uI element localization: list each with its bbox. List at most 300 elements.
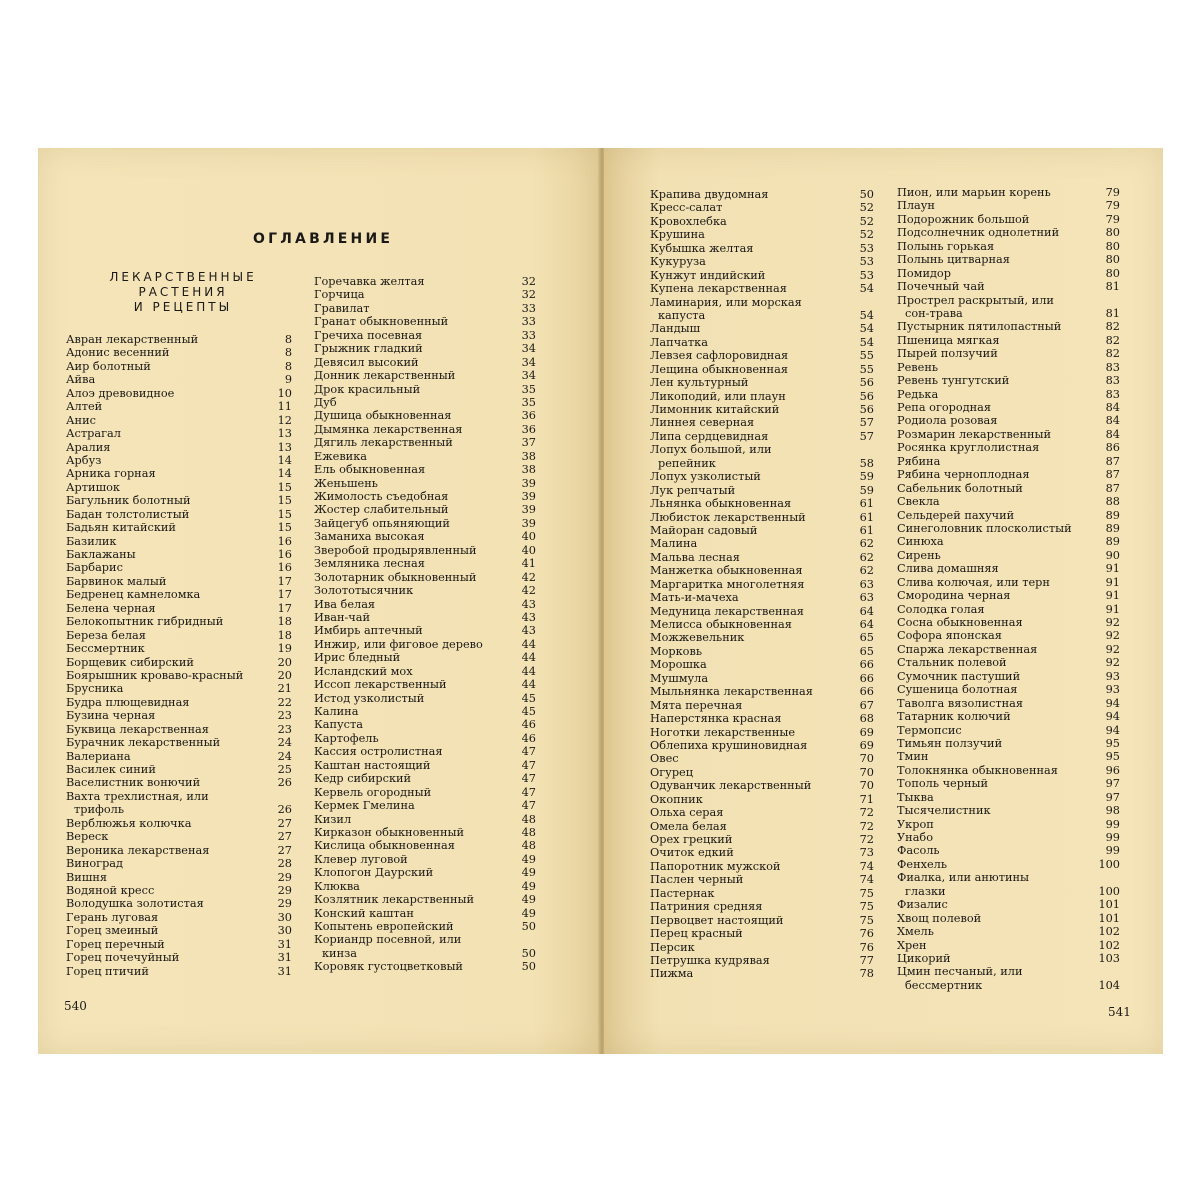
toc-entry-page: 39 [521, 503, 536, 517]
toc-entry-page: 71 [859, 792, 874, 806]
toc-entry [650, 631, 874, 644]
toc-entry-page: 15 [277, 521, 292, 535]
toc-entry [314, 450, 536, 463]
toc-entry-page: 20 [277, 655, 292, 669]
toc-entry-page: 34 [521, 342, 536, 356]
section-heading [68, 270, 298, 315]
toc-entry [650, 645, 874, 658]
toc-entry [650, 484, 874, 497]
toc-entry-name: Заманиха высокая [314, 530, 425, 544]
toc-entry-name: Зверобой продырявленный [314, 543, 477, 557]
toc-entry [314, 571, 536, 584]
section-line: РАСТЕНИЯ [138, 285, 228, 299]
toc-entry [66, 629, 292, 642]
toc-entry-page: 43 [521, 597, 536, 611]
toc-entry-page: 63 [859, 577, 874, 591]
toc-entry-name: Дрок красильный [314, 382, 421, 396]
toc-entry-page: 99 [1105, 844, 1120, 858]
toc-entry [314, 517, 536, 530]
toc-entry-page: 63 [859, 591, 874, 605]
toc-entry-page: 61 [859, 523, 874, 537]
toc-entry [650, 390, 874, 403]
toc-entry [650, 430, 874, 443]
toc-entry-name: Наперстянка красная [650, 712, 782, 726]
toc-entry-name: Вахта трехлистная, или [66, 789, 209, 803]
toc-entry-name: Каштан настоящий [314, 758, 431, 772]
toc-entry-name: Левзея сафлоровидная [650, 349, 789, 363]
toc-entry-name: Дуб [314, 395, 337, 409]
toc-entry-name: Льнянка обыкновенная [650, 497, 792, 511]
toc-entry [314, 933, 536, 946]
toc-entry-page: 83 [1105, 360, 1120, 374]
page-number-right: 541 [1108, 1005, 1131, 1019]
toc-entry [66, 494, 292, 507]
toc-entry [897, 925, 1120, 938]
toc-entry-page: 66 [859, 685, 874, 699]
toc-entry-page: 104 [1098, 978, 1120, 992]
toc-entry-page: 80 [1105, 253, 1120, 267]
toc-column-2 [314, 275, 536, 974]
toc-entry-name: Росянка круглолистная [897, 441, 1040, 455]
toc-entry [650, 726, 874, 739]
toc-entry-page: 61 [859, 497, 874, 511]
toc-entry-page: 99 [1105, 831, 1120, 844]
toc-entry [314, 705, 536, 718]
toc-entry-page: 21 [277, 682, 292, 696]
toc-entry-page: 56 [859, 376, 874, 390]
toc-entry-name: Ежевика [314, 449, 368, 463]
toc-entry-page: 54 [859, 308, 874, 322]
toc-entry-page: 15 [277, 494, 292, 508]
toc-entry-name: Копытень европейский [314, 920, 454, 933]
toc-entry-page: 50 [521, 960, 536, 974]
toc-entry-name: Термопсис [897, 723, 962, 737]
toc-entry [314, 530, 536, 543]
toc-entry [897, 199, 1120, 212]
toc-entry [650, 672, 874, 685]
toc-entry [650, 873, 874, 886]
toc-entry-page: 29 [277, 883, 292, 897]
toc-entry [650, 806, 874, 819]
toc-entry-page: 22 [277, 695, 292, 709]
toc-entry-page: 89 [1105, 508, 1120, 522]
toc-entry [897, 764, 1120, 777]
toc-entry-name: Инжир, или фиговое дерево [314, 637, 483, 651]
toc-entry [650, 524, 874, 537]
toc-entry [66, 346, 292, 359]
toc-entry-page: 75 [859, 886, 874, 900]
toc-entry-page: 15 [277, 480, 292, 494]
toc-entry [897, 361, 1120, 374]
toc-entry [314, 799, 536, 812]
toc-entry-name: Авран лекарственный [66, 333, 199, 346]
toc-entry [897, 777, 1120, 790]
toc-entry [314, 692, 536, 705]
toc-entry [897, 629, 1120, 642]
toc-entry-name: Исландский мох [314, 664, 413, 678]
toc-entry-name: Лен культурный [650, 376, 749, 390]
toc-entry-name: Борщевик сибирский [66, 655, 194, 669]
toc-entry [66, 467, 292, 480]
toc-column-4 [897, 186, 1120, 992]
toc-entry-name: Фенхель [897, 857, 947, 871]
toc-entry [66, 602, 292, 615]
toc-entry-name: Таволга вязолистная [897, 696, 1023, 710]
toc-entry-name: Патриния средняя [650, 900, 763, 914]
toc-entry [66, 951, 292, 964]
toc-entry-page: 52 [859, 201, 874, 215]
toc-entry-page: 34 [521, 369, 536, 383]
toc-entry-page: 44 [521, 664, 536, 678]
toc-entry-page: 48 [521, 825, 536, 839]
toc-entry [650, 766, 874, 779]
toc-entry [897, 898, 1120, 911]
toc-entry-name: Гранат обыкновенный [314, 315, 449, 329]
toc-entry-page: 23 [277, 709, 292, 723]
toc-entry-name: Персик [650, 940, 695, 954]
toc-entry-page: 17 [277, 574, 292, 588]
toc-entry-page: 83 [1105, 387, 1120, 401]
toc-entry-name: Иван-чай [314, 610, 371, 624]
section-line: ЛЕКАРСТВЕННЫЕ [109, 270, 257, 284]
toc-entry-name: Золототысячник [314, 584, 414, 598]
toc-entry-page: 26 [277, 776, 292, 790]
toc-entry [66, 561, 292, 574]
toc-entry-name: Картофель [314, 731, 379, 745]
toc-entry [66, 844, 292, 857]
toc-entry-name: Калина [314, 705, 359, 718]
toc-entry-page: 96 [1105, 763, 1120, 777]
toc-entry-name: кинза [322, 946, 358, 960]
toc-entry [650, 860, 874, 873]
toc-entry-name: Кассия остролистная [314, 745, 443, 759]
toc-entry-name: Горец почечуйный [66, 951, 180, 965]
toc-entry-name: Родиола розовая [897, 414, 998, 428]
toc-entry-page: 84 [1105, 401, 1120, 414]
toc-entry [650, 349, 874, 362]
toc-entry [314, 342, 536, 355]
toc-entry [314, 275, 536, 288]
toc-entry [314, 732, 536, 745]
toc-entry [66, 373, 292, 386]
toc-entry-page: 38 [521, 463, 536, 477]
toc-entry-name: Мальва лесная [650, 550, 740, 564]
toc-entry-page: 82 [1105, 320, 1120, 334]
toc-entry [314, 409, 536, 422]
toc-entry-page: 34 [521, 355, 536, 369]
toc-entry [650, 215, 874, 228]
toc-entry-page: 69 [859, 738, 874, 752]
toc-entry-page: 82 [1105, 333, 1120, 347]
toc-entry [650, 846, 874, 859]
toc-entry-name: Базилик [66, 534, 117, 548]
toc-entry-page: 46 [521, 718, 536, 732]
toc-entry-name: Сабельник болотный [897, 481, 1023, 495]
toc-entry [66, 750, 292, 763]
toc-entry-page: 32 [521, 288, 536, 302]
toc-entry-name: Арбуз [66, 453, 102, 467]
toc-entry [650, 322, 874, 335]
toc-entry-page: 92 [1105, 616, 1120, 629]
toc-entry [897, 791, 1120, 804]
toc-entry-page: 45 [521, 691, 536, 705]
toc-entry-name: Полынь горькая [897, 239, 995, 253]
toc-entry [314, 813, 536, 826]
toc-entry-name: Лапчатка [650, 335, 708, 349]
toc-entry-page: 35 [521, 382, 536, 396]
toc-entry-name: Ель обыкновенная [314, 463, 426, 477]
toc-entry-name: Лещина обыкновенная [650, 362, 788, 376]
toc-entry-name: Синеголовник плосколистый [897, 521, 1072, 535]
toc-entry-name: Сельдерей пахучий [897, 508, 1015, 522]
toc-entry-page: 31 [277, 951, 292, 965]
toc-entry-page: 75 [859, 913, 874, 927]
toc-entry-page: 35 [521, 395, 536, 409]
toc-entry-page: 99 [1105, 817, 1120, 831]
toc-entry-page: 33 [521, 328, 536, 342]
toc-entry [897, 267, 1120, 280]
toc-entry [66, 481, 292, 494]
toc-entry [314, 302, 536, 315]
toc-entry-name: Васелистник вонючий [66, 776, 201, 790]
toc-entry-name: Конский каштан [314, 906, 414, 920]
toc-entry-page: 44 [521, 651, 536, 665]
toc-entry [314, 436, 536, 449]
toc-entry [897, 831, 1120, 844]
toc-entry-name: Смородина черная [897, 589, 1011, 603]
toc-entry [897, 804, 1120, 817]
toc-entry [314, 329, 536, 342]
toc-entry-name: Дягиль лекарственный [314, 436, 453, 450]
toc-entry-page: 62 [859, 564, 874, 578]
toc-entry-name: Помидор [897, 266, 951, 280]
toc-entry-name: Тыква [897, 790, 934, 804]
toc-entry-page: 53 [859, 268, 874, 282]
toc-entry [66, 965, 292, 978]
toc-entry [650, 954, 874, 967]
toc-entry [650, 605, 874, 618]
toc-entry-page: 50 [521, 920, 536, 933]
toc-entry-page: 46 [521, 731, 536, 745]
toc-entry [314, 745, 536, 758]
toc-entry-name: Папоротник мужской [650, 859, 781, 873]
toc-entry-page: 27 [277, 816, 292, 830]
toc-entry-page: 44 [521, 678, 536, 692]
toc-entry-page: 61 [859, 510, 874, 524]
toc-entry-name: Имбирь аптечный [314, 624, 423, 638]
toc-entry-page: 68 [859, 712, 874, 726]
toc-entry [650, 564, 874, 577]
toc-entry-name: Пион, или марьин корень [897, 186, 1051, 199]
toc-entry [897, 307, 1120, 320]
toc-entry-name: Маргаритка многолетняя [650, 577, 805, 591]
toc-entry-page: 98 [1105, 804, 1120, 818]
toc-entry-name: Гречиха посевная [314, 328, 423, 342]
toc-entry [897, 334, 1120, 347]
toc-entry-name: Горечавка желтая [314, 275, 425, 288]
toc-entry [897, 603, 1120, 616]
toc-entry-name: Тополь черный [897, 777, 989, 791]
toc-entry [650, 739, 874, 752]
toc-entry-name: Свекла [897, 495, 940, 509]
toc-entry-name: Лопух узколистый [650, 470, 761, 484]
toc-entry-page: 55 [859, 362, 874, 376]
toc-entry-name: Унабо [897, 831, 934, 844]
toc-entry-page: 78 [859, 967, 874, 981]
toc-entry-page: 24 [277, 749, 292, 763]
toc-entry [897, 844, 1120, 857]
toc-entry-name: Белокопытник гибридный [66, 615, 224, 629]
toc-entry-page: 79 [1105, 212, 1120, 226]
toc-entry-name: Вишня [66, 870, 107, 884]
toc-entry-page: 33 [521, 315, 536, 329]
toc-entry-page: 57 [859, 416, 874, 430]
toc-entry [650, 967, 874, 980]
toc-entry-name: Дымянка лекарственная [314, 422, 463, 436]
toc-entry [650, 282, 874, 295]
toc-entry-page: 89 [1105, 535, 1120, 549]
toc-entry [897, 280, 1120, 293]
toc-entry-name: Облепиха крушиновидная [650, 738, 808, 752]
toc-entry-page: 33 [521, 301, 536, 315]
toc-entry-page: 67 [859, 698, 874, 712]
toc-entry-page: 57 [859, 429, 874, 443]
toc-entry-page: 100 [1098, 857, 1120, 871]
toc-entry-page: 83 [1105, 374, 1120, 388]
toc-entry [314, 490, 536, 503]
toc-entry-name: Можжевельник [650, 631, 745, 645]
toc-entry-name: Кукуруза [650, 255, 706, 269]
toc-entry [66, 938, 292, 951]
toc-entry-name: Бадьян китайский [66, 521, 176, 535]
toc-entry-name: Боярышник кроваво-красный [66, 668, 244, 682]
toc-entry [314, 611, 536, 624]
toc-entry-name: Жостер слабительный [314, 503, 449, 517]
toc-entry-page: 30 [277, 910, 292, 924]
toc-entry-page: 50 [859, 188, 874, 201]
toc-entry [314, 718, 536, 731]
toc-entry-name: Мята перечная [650, 698, 743, 712]
toc-entry-name: Кирказон обыкновенный [314, 825, 464, 839]
toc-entry-name: Фасоль [897, 844, 940, 858]
toc-entry [897, 979, 1120, 992]
toc-entry-name: Астрагал [66, 427, 121, 441]
toc-entry-name: Душица обыкновенная [314, 409, 452, 423]
toc-entry [314, 288, 536, 301]
toc-entry-name: Сосна обыкновенная [897, 616, 1023, 629]
toc-entry-name: Ноготки лекарственные [650, 725, 796, 739]
toc-entry-page: 97 [1105, 790, 1120, 804]
toc-entry-name: Подорожник большой [897, 212, 1030, 226]
toc-entry [314, 638, 536, 651]
toc-entry-name: Мушмула [650, 671, 709, 685]
toc-entry [897, 737, 1120, 750]
toc-entry-name: Хмель [897, 925, 934, 939]
toc-entry-page: 91 [1105, 602, 1120, 616]
toc-entry [314, 463, 536, 476]
toc-entry [314, 920, 536, 933]
toc-entry-name: Петрушка кудрявая [650, 953, 770, 967]
toc-entry [66, 669, 292, 682]
toc-entry-page: 94 [1105, 723, 1120, 737]
toc-entry-name: Кизил [314, 812, 352, 826]
toc-entry-page: 59 [859, 470, 874, 484]
toc-entry-name: Зайцегуб опьяняющий [314, 516, 450, 530]
toc-entry [314, 383, 536, 396]
toc-entry-page: 8 [284, 346, 292, 360]
toc-entry [66, 803, 292, 816]
toc-entry-name: Плаун [897, 199, 935, 213]
toc-entry-name: Аралия [66, 440, 111, 454]
toc-entry-page: 69 [859, 725, 874, 739]
toc-entry [897, 656, 1120, 669]
toc-entry [897, 495, 1120, 508]
toc-entry [650, 820, 874, 833]
toc-entry-page: 102 [1098, 925, 1120, 939]
toc-entry-name: Герань луговая [66, 910, 159, 924]
toc-entry [650, 416, 874, 429]
toc-entry-name: Слива колючая, или терн [897, 575, 1050, 589]
toc-entry-name: Аир болотный [66, 359, 151, 373]
toc-entry [897, 871, 1120, 884]
toc-entry-name: Женьшень [314, 476, 378, 490]
toc-entry [66, 830, 292, 843]
toc-entry-page: 36 [521, 409, 536, 423]
toc-entry-page: 20 [277, 668, 292, 682]
toc-entry [650, 537, 874, 550]
toc-entry-page: 92 [1105, 642, 1120, 656]
toc-entry-name: Ольха серая [650, 806, 724, 820]
toc-entry-page: 101 [1098, 911, 1120, 925]
toc-entry-page: 94 [1105, 696, 1120, 710]
page-title: ОГЛАВЛЕНИЕ [253, 231, 394, 247]
toc-entry-name: Будра плющевидная [66, 695, 190, 709]
toc-entry-page: 11 [277, 400, 292, 414]
toc-entry [650, 228, 874, 241]
toc-entry-page: 54 [859, 282, 874, 296]
toc-entry-name: Хрен [897, 938, 927, 952]
toc-entry-page: 47 [521, 799, 536, 813]
toc-entry [66, 924, 292, 937]
toc-entry-page: 18 [277, 615, 292, 629]
toc-entry-name: Стальник полевой [897, 656, 1007, 670]
toc-entry [650, 658, 874, 671]
toc-entry [650, 551, 874, 564]
toc-entry-page: 48 [521, 812, 536, 826]
toc-entry-page: 9 [284, 373, 292, 387]
toc-entry [66, 763, 292, 776]
toc-entry [314, 477, 536, 490]
toc-entry-page: 102 [1098, 938, 1120, 952]
toc-entry-name: Очиток едкий [650, 846, 734, 860]
toc-entry-page: 52 [859, 214, 874, 228]
toc-entry [314, 678, 536, 691]
toc-entry-page: 103 [1098, 951, 1120, 965]
toc-entry-page: 91 [1105, 562, 1120, 576]
toc-entry-page: 8 [284, 359, 292, 373]
toc-entry-page: 56 [859, 403, 874, 416]
toc-entry [66, 790, 292, 803]
toc-entry-name: Бедренец камнеломка [66, 588, 201, 602]
toc-entry [897, 670, 1120, 683]
toc-entry-name: Клюква [314, 879, 360, 893]
toc-entry [897, 858, 1120, 871]
toc-entry-name: Паслен черный [650, 873, 744, 887]
right-page [604, 148, 1163, 1054]
toc-entry [897, 482, 1120, 495]
toc-entry-name: Ламинария, или морская [650, 295, 802, 309]
toc-entry [897, 750, 1120, 763]
